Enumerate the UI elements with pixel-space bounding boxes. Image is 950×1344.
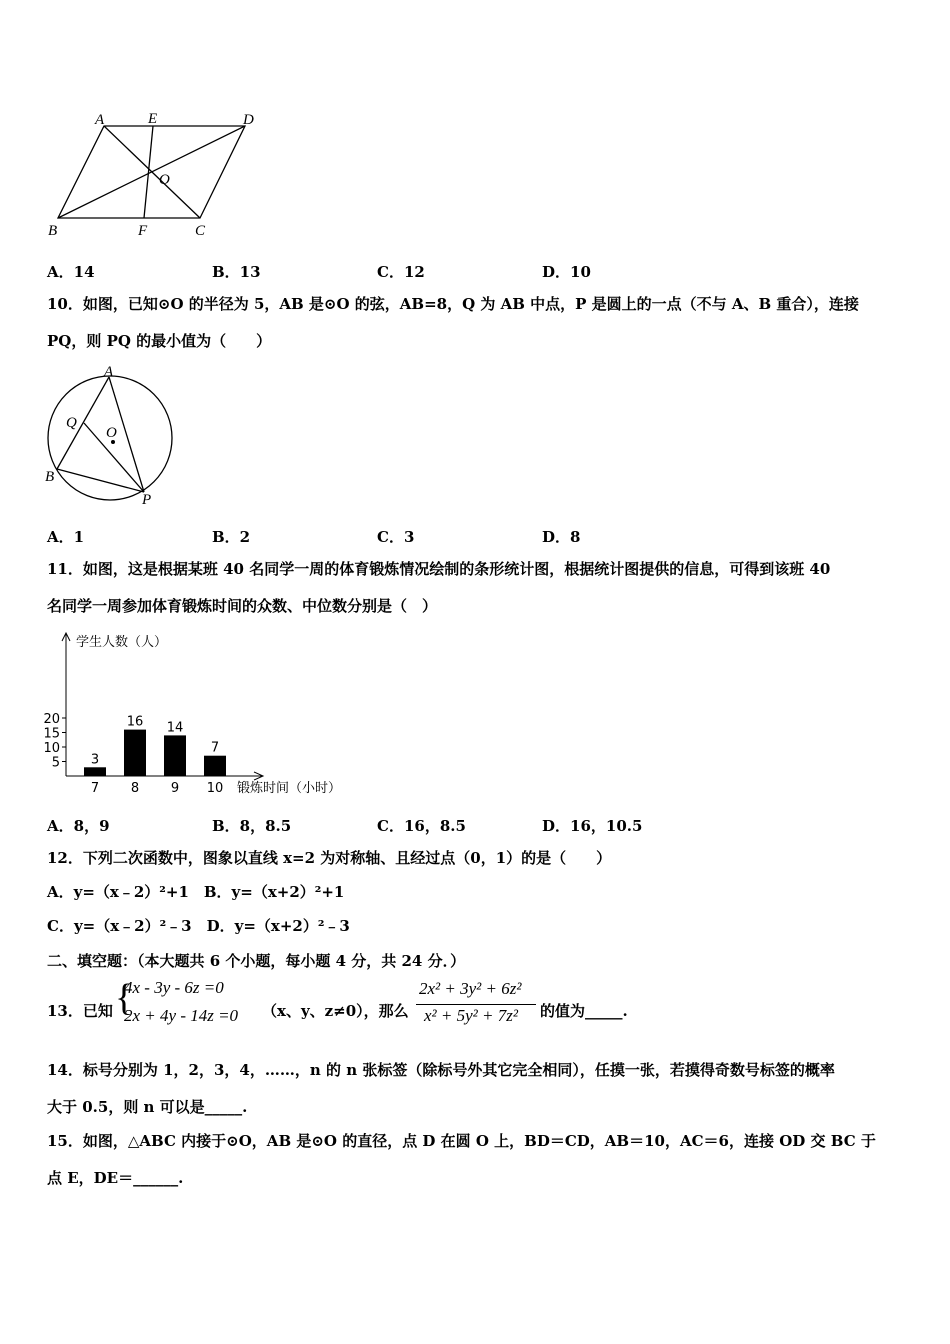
label-P: P: [142, 492, 152, 508]
q10-option-b[interactable]: B．2: [212, 528, 251, 546]
x-axis-label: 锻炼时间（小时）: [237, 781, 342, 796]
equation-2: 2x + 4y - 14z =0: [124, 1006, 239, 1025]
label-D: D: [243, 112, 254, 128]
fraction-bar: [416, 1004, 536, 1005]
q12-text: 12．下列二次函数中，图象以直线 x=2 为对称轴、且经过点（0，1）的是（ ）: [47, 849, 612, 867]
label-B: B: [48, 223, 58, 239]
x-tick-label: 8: [130, 781, 140, 796]
q13-suffix: 的值为_____.: [540, 1002, 628, 1020]
label-O: O: [159, 172, 170, 188]
q14-text-line1: 14．标号分别为 1，2，3，4，……，n 的 n 张标签（除标号外其它完全相同），任摸一张，若摸得奇数号标签的概率: [47, 1061, 835, 1079]
q15-text-line1: 15．如图，△ABC 内接于⊙O，AB 是⊙O 的直径，点 D 在圆 O 上，BD＝CD，AB＝10，AC＝6，连接 OD 交 BC 于: [47, 1132, 876, 1150]
y-tick-label: 15: [43, 726, 60, 742]
y-tick-label: 5: [51, 755, 60, 771]
section-heading: 二、填空题：（本大题共 6 个小题，每小题 4 分，共 24 分．）: [47, 952, 466, 970]
label-A: A: [104, 364, 114, 380]
bar-value-label: 3: [90, 752, 100, 768]
q10-option-d[interactable]: D．8: [542, 528, 581, 546]
label-O: O: [106, 425, 117, 441]
x-tick-label: 9: [170, 781, 180, 796]
q15-text-line2: 点 E，DE＝______.: [47, 1169, 184, 1187]
q9-option-c[interactable]: C．12: [377, 263, 425, 281]
q11-option-a[interactable]: A．8，9: [47, 817, 110, 835]
y-tick-label: 10: [43, 741, 60, 756]
q10-text-line1: 10．如图，已知⊙O 的半径为 5，AB 是⊙O 的弦，AB=8，Q 为 AB 中点，P 是圆上的一点（不与 A、B 重合），连接: [47, 295, 859, 313]
fraction-numerator: 2x² + 3y² + 6z²: [419, 979, 522, 998]
bar: [164, 735, 186, 776]
q9-option-b[interactable]: B．13: [212, 263, 261, 281]
label-C: C: [195, 223, 206, 239]
q12-options-cd[interactable]: C．y=（x﹣2）²﹣3 D．y=（x+2）²﹣3: [47, 917, 350, 935]
system-brace: {: [115, 977, 134, 1019]
label-F: F: [138, 223, 148, 239]
label-A: A: [95, 112, 105, 128]
y-axis-label: 学生人数（人）: [76, 635, 168, 650]
parallelogram-figure: [40, 108, 270, 243]
q10-text-line2: PQ，则 PQ 的最小值为（ ）: [47, 332, 272, 350]
bar: [124, 730, 146, 776]
q11-text-line2: 名同学一周参加体育锻炼时间的众数、中位数分别是（ ）: [47, 597, 438, 615]
bar: [84, 767, 106, 776]
label-E: E: [148, 111, 158, 127]
x-tick-label: 7: [90, 781, 100, 796]
label-B: B: [45, 469, 55, 485]
bar-value-label: 16: [126, 714, 144, 730]
q11-option-d[interactable]: D．16，10.5: [542, 817, 643, 835]
q11-option-c[interactable]: C．16，8.5: [377, 817, 466, 835]
q14-text-line2: 大于 0.5，则 n 可以是_____.: [47, 1098, 248, 1116]
q10-option-a[interactable]: A．1: [47, 528, 85, 546]
q10-option-c[interactable]: C．3: [377, 528, 415, 546]
q13-condition: （x、y、z≠0），那么: [262, 1002, 409, 1020]
q9-option-d[interactable]: D．10: [542, 263, 591, 281]
y-tick-label: 20: [43, 712, 60, 727]
q12-options-ab[interactable]: A．y=（x﹣2）²+1 B．y=（x+2）²+1: [47, 883, 345, 901]
circle-figure: [40, 364, 180, 509]
bar-value-label: 14: [166, 720, 184, 736]
fraction-denominator: x² + 5y² + 7z²: [424, 1006, 518, 1025]
x-tick-label: 10: [206, 781, 224, 796]
q11-option-b[interactable]: B．8，8.5: [212, 817, 292, 835]
bar-chart: [40, 628, 370, 800]
bar-value-label: 7: [210, 740, 220, 756]
q9-option-a[interactable]: A．14: [47, 263, 95, 281]
q11-text-line1: 11．如图，这是根据某班 40 名同学一周的体育锻炼情况绘制的条形统计图，根据统计图提供的信息，可得到该班 40: [47, 560, 831, 578]
q13-prefix: 13．已知: [47, 1002, 113, 1020]
label-Q: Q: [66, 415, 77, 431]
bar: [204, 756, 226, 776]
equation-1: 4x - 3y - 6z =0: [124, 978, 224, 997]
